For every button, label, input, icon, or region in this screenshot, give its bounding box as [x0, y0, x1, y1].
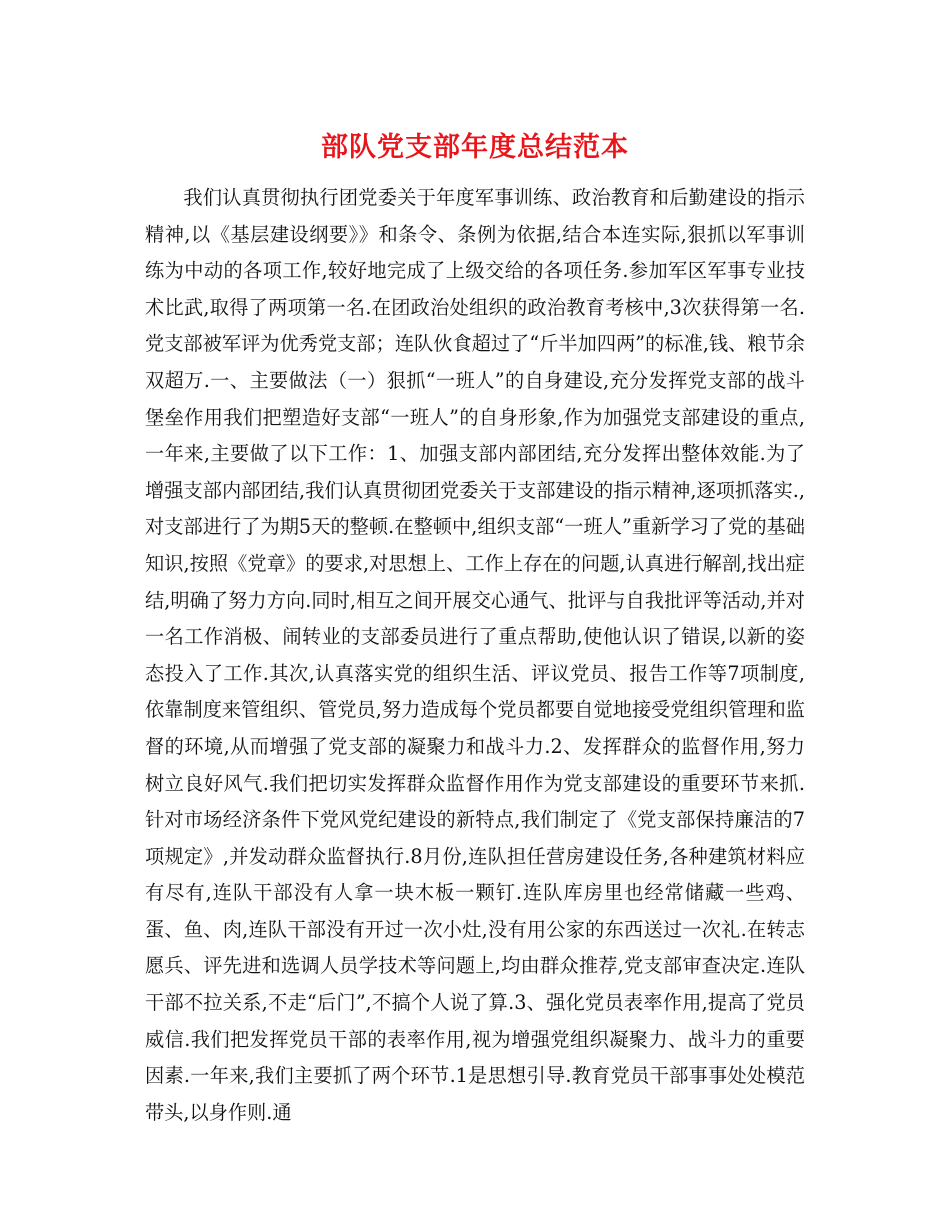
- document-body-paragraph: 我们认真贯彻执行团党委关于年度军事训练、政治教育和后勤建设的指示精神,以《基层建设纲要》》和条令、条例为依据,结合本连实际,狠抓以军事训练为中动的各项工作,较好地完成了上级交给的各项任务.参加军区军事专业技术比武,取得了两项第一名.在团政治处组织的政治教育考核中,3次获得第一名.党支部被军评为优秀党支部；连队伙食超过了“斤半加四两”的标准,钱、粮节余双超万.一、主要做法（一）狠抓“一班人”的自身建设,充分发挥党支部的战斗堡垒作用我们把塑造好支部“一班人”的自身形象,作为加强党支部建设的重点,一年来,主要做了以下工作：1、加强支部内部团结,充分发挥出整体效能.为了增强支部内部团结,我们认真贯彻团党委关于支部建设的指示精神,逐项抓落实.,对支部进行了为期5天的整顿.在整顿中,组织支部“一班人”重新学习了党的基础知识,按照《党章》的要求,对思想上、工作上存在的问题,认真进行解剖,找出症结,明确了努力方向.同时,相互之间开展交心通气、批评与自我批评等活动,并对一名工作消极、闹转业的支部委员进行了重点帮助,使他认识了错误,以新的姿态投入了工作.其次,认真落实党的组织生活、评议党员、报告工作等7项制度,依靠制度来管组织、管党员,努力造成每个党员都要自觉地接受党组织管理和监督的环境,从而增强了党支部的凝聚力和战斗力.2、发挥群众的监督作用,努力树立良好风气.我们把切实发挥群众监督作用作为党支部建设的重要环节来抓.针对市场经济条件下党风党纪建设的新特点,我们制定了《党支部保持廉洁的7项规定》,并发动群众监督执行.8月份,连队担任营房建设任务,各种建筑材料应有尽有,连队干部没有人拿一块木板一颗钉.连队库房里也经常储藏一些鸡、蛋、鱼、肉,连队干部没有开过一次小灶,没有用公家的东西送过一次礼.在转志愿兵、评先进和选调人员学技术等问题上,均由群众推荐,党支部审查决定.连队干部不拉关系,不走“后门”,不搞个人说了算.3、强化党员表率作用,提高了党员威信.我们把发挥党员干部的表率作用,视为增强党组织凝聚力、战斗力的重要因素.一年来,我们主要抓了两个环节.1是思想引导.教育党员干部事事处处模范带头,以身作则.通: [145, 186, 805, 1124]
- document-title: 部队党支部年度总结范本: [321, 132, 629, 163]
